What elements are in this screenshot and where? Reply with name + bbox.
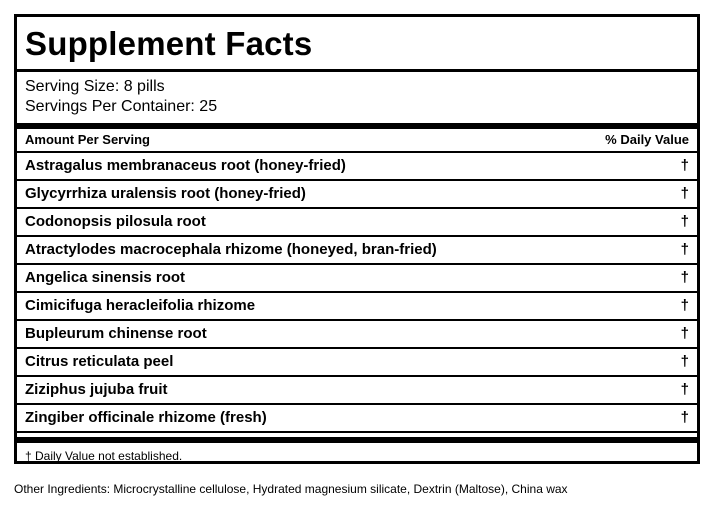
ingredient-name: Glycyrrhiza uralensis root (honey-fried) [25, 185, 306, 202]
servings-per-container: Servings Per Container: 25 [25, 98, 218, 115]
table-row [17, 321, 697, 349]
ingredient-list [17, 153, 697, 433]
serving-size: Serving Size: 8 pills [25, 78, 165, 95]
ingredient-name: Codonopsis pilosula root [25, 213, 206, 230]
table-row [17, 237, 697, 265]
ingredient-name: Cimicifuga heracleifolia rhizome [25, 297, 256, 314]
table-row [17, 349, 697, 377]
daily-value-header: % Daily Value [605, 132, 689, 147]
daily-value-mark: † [680, 409, 689, 426]
ingredient-name: Atractylodes macrocephala rhizome (honeyed, bran-fried) [25, 241, 437, 258]
daily-value-mark: † [680, 353, 689, 370]
daily-value-mark: † [680, 241, 689, 258]
daily-value-mark: † [680, 157, 689, 174]
serving-divider [17, 123, 697, 129]
daily-value-mark: † [680, 213, 689, 230]
footer-divider [17, 437, 697, 443]
amount-per-serving-header: Amount Per Serving [25, 132, 150, 147]
ingredient-name: Angelica sinensis root [25, 269, 186, 286]
daily-value-mark: † [680, 269, 689, 286]
table-row [17, 209, 697, 237]
table-row [17, 377, 697, 405]
table-row [17, 293, 697, 321]
table-row [17, 265, 697, 293]
daily-value-mark: † [680, 297, 689, 314]
supplement-facts-panel [14, 14, 700, 464]
daily-value-footnote: † Daily Value not established. [25, 449, 183, 463]
ingredient-name: Zingiber officinale rhizome (fresh) [25, 409, 267, 426]
ingredient-name: Bupleurum chinense root [25, 325, 207, 342]
other-ingredients: Other Ingredients: Microcrystalline cellulose, Hydrated magnesium silicate, Dextrin (Maltose), China wax [14, 482, 568, 496]
table-row [17, 153, 697, 181]
ingredient-name: Citrus reticulata peel [25, 353, 174, 370]
table-header [25, 132, 689, 150]
daily-value-mark: † [680, 381, 689, 398]
table-row [17, 405, 697, 433]
daily-value-mark: † [680, 185, 689, 202]
panel-title: Supplement Facts [25, 25, 313, 62]
daily-value-mark: † [680, 325, 689, 342]
title-divider [17, 69, 697, 72]
table-row [17, 181, 697, 209]
ingredient-name: Ziziphus jujuba fruit [25, 381, 168, 398]
ingredient-name: Astragalus membranaceus root (honey-fried) [25, 157, 346, 174]
